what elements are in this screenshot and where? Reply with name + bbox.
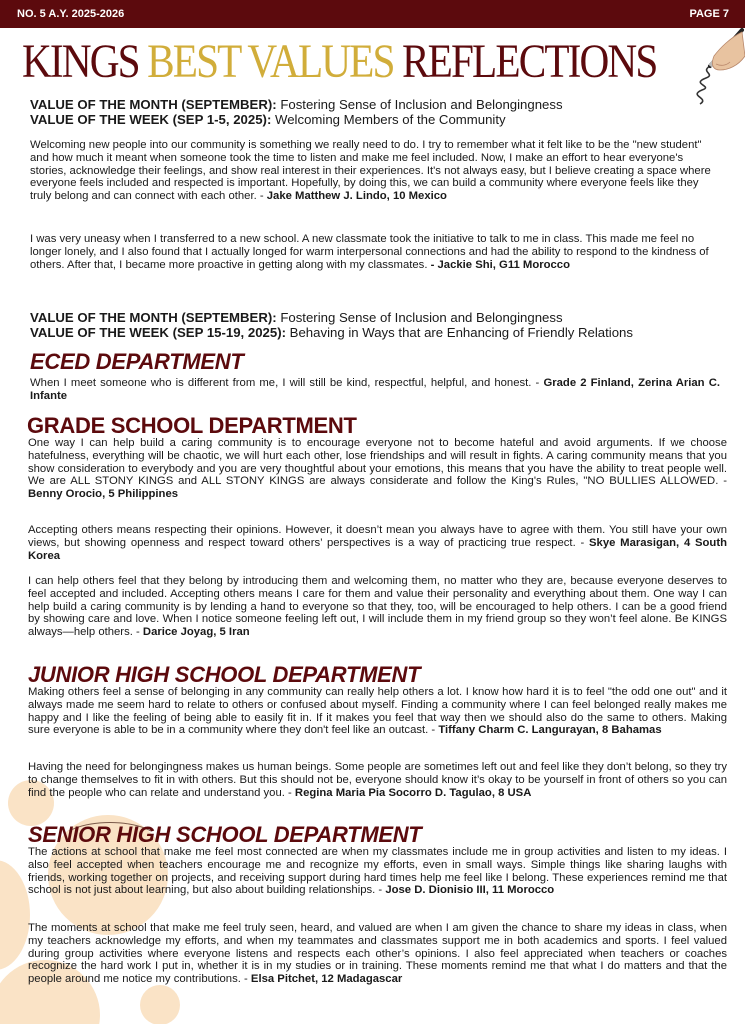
reflection-paragraph: Having the need for belongingness makes us human beings. Some people are sometimes left out and feel like they don’t belong, so they try to change themselves to fit in with others. But this should not be, everyone should know it’s okay to be yourself in front of others so you can find the people who can relate and understand you. - Regina Maria Pia Socorro D. Tagulao, 8 USA — [28, 761, 727, 799]
reflection-author: - Jackie Shi, G11 Morocco — [430, 258, 570, 271]
value-of-week: VALUE OF THE WEEK (SEP 1-5, 2025): Welcoming Members of the Community — [30, 112, 506, 127]
reflection-paragraph: The actions at school that make me feel most connected are when my classmates include me in group activities and listen to my ideas. I also feel accepted when teachers encourage me and recognize my efforts, even in small ways. Simple things like sharing laughs with friends, working together on projects, and receiving support during hard times help me feel like I belong. These experiences remind me that school is not just about learning, but also about building relationships. - Jose D. Dionisio III, 11 Morocco — [28, 846, 727, 897]
reflection-author: Elsa Pitchet, 12 Madagascar — [250, 973, 403, 986]
value-of-month: VALUE OF THE MONTH (SEPTEMBER): Fostering Sense of Inclusion and Belongingness — [30, 310, 563, 325]
reflection-author: Benny Orocio, 5 Philippines — [28, 488, 179, 501]
reflection-author: Jake Matthew J. Lindo, 10 Mexico — [266, 190, 447, 203]
reflection-author: Grade 2 Finland, Zerina Arian C. Infante — [30, 377, 720, 402]
reflection-paragraph: I can help others feel that they belong by introducing them and welcoming them, no matter who they are, because everyone deserves to feel accepted and included. Accepting others means I care for them and value their personality and everything about them. One way I can help build a caring community is by lending a hand to everyone so that they, too, will be encouraged to help others. I can be a good friend by showing care and love. When I notice someone feeling left out, I will include them in my friend group so they won’t feel alone. Be KINGS always—help others. - Darice Joyag, 5 Iran — [28, 575, 727, 639]
hand-writing-pen-icon — [680, 26, 745, 106]
department-heading-eced: ECED DEPARTMENT — [30, 349, 244, 374]
reflection-paragraph: Accepting others means respecting their opinions. However, it doesn’t mean you always have to agree with them. You still have your own views, but showing openness and respect toward others’ perspectives is a way of practicing true respect. - Skye Marasigan, 4 South Korea — [28, 524, 727, 562]
title-kings: KINGS — [22, 35, 139, 88]
reflection-paragraph: One way I can help build a caring community is to encourage everyone not to become hateful and avoid arguments. If we choose hatefulness, everything will be chaotic, we will hurt each other, lose friendships and will result in fights. A caring community means that you show consideration to everybody and you are very thoughtful about your emotions, this means that you have the ability to treat people well. We are ALL STONY KINGS and ALL STONY KINGS are always considerate and follow the King's Rules, "NO BULLIES ALLOWED. - Benny Orocio, 5 Philippines — [28, 437, 727, 501]
title-reflections: REFLECTIONS — [402, 35, 657, 88]
decorative-circle — [0, 860, 30, 970]
issue-number: NO. 5 A.Y. 2025-2026 — [17, 8, 125, 20]
reflection-author: Tiffany Charm C. Langurayan, 8 Bahamas — [438, 724, 662, 737]
values-block-week1 — [30, 97, 563, 127]
reflection-paragraph: When I meet someone who is different from me, I will still be kind, respectful, helpful, and honest. - Grade 2 Finland, Zerina Arian C. Infante — [30, 377, 720, 402]
reflection-author: Skye Marasigan, 4 South Korea — [28, 536, 727, 562]
value-of-month: VALUE OF THE MONTH (SEPTEMBER): Fostering Sense of Inclusion and Belongingness — [30, 97, 563, 112]
values-block-week2 — [30, 310, 633, 340]
reflection-author: Regina Maria Pia Socorro D. Tagulao, 8 USA — [294, 786, 532, 799]
reflection-author: Darice Joyag, 5 Iran — [142, 626, 250, 639]
reflection-author: Jose D. Dionisio III, 11 Morocco — [385, 884, 555, 897]
reflection-paragraph: I was very uneasy when I transferred to a new school. A new classmate took the initiative to talk to me in class. This made me feel no longer lonely, and I also found that I actually longed for warm interpersonal connections and had the ability to respond to the kindness of others. After that, I became more proactive in getting along with my classmates. - Jackie Shi, G11 Morocco — [30, 233, 709, 271]
reflection-paragraph: The moments at school that make me feel truly seen, heard, and valued are when I am given the chance to share my ideas in class, when my teachers acknowledge my efforts, and when my teammates and classmates support me in both academics and sports. I feel valued during group activities where everyone listens and respects each other’s opinions. I also feel appreciated when teachers or coaches recognize the hard work I put in, whether it is in my studies or in training. These moments remind me that what I do matters and that the people around me notice my contributions. - Elsa Pitchet, 12 Madagascar — [28, 922, 727, 986]
department-heading-grade-school: GRADE SCHOOL DEPARTMENT — [27, 413, 357, 438]
reflection-paragraph: Welcoming new people into our community is something we really need to do. I try to remember what it felt like to be the "new student" and how much it meant when someone took the time to listen and make me feel included. Now, I make an effort to hear everyone's stories, acknowledge their feelings, and show real interest in their experiences. It's not always easy, but I believe creating a space where everyone feels included and respected is important. Hopefully, by doing this, we can build a community where everyone feels like they truly belong and can connect with each other. - Jake Matthew J. Lindo, 10 Mexico — [30, 139, 711, 203]
issue-header-bar — [0, 0, 745, 28]
department-heading-junior-high: JUNIOR HIGH SCHOOL DEPARTMENT — [28, 662, 421, 687]
page-number: PAGE 7 — [689, 8, 729, 20]
value-of-week: VALUE OF THE WEEK (SEP 15-19, 2025): Behaving in Ways that are Enhancing of Friendly Relations — [30, 325, 633, 340]
page-title — [22, 34, 656, 90]
decorative-circle — [140, 985, 180, 1024]
reflection-paragraph: Making others feel a sense of belonging in any community can really help others a lot. I know how hard it is to feel "the odd one out" and it always made me seem hard to relate to others or confused about myself. Finding a community where I can feel belonged really makes me happy and I like the feeling of being able to easily fit in. If it makes you feel that way then we should also do the same to others. Making sure everyone is able to be in a community where they don't feel like an outcast. - Tiffany Charm C. Langurayan, 8 Bahamas — [28, 686, 727, 737]
department-heading-senior-high: SENIOR HIGH SCHOOL DEPARTMENT — [28, 822, 422, 847]
title-best-values: BEST VALUES — [147, 35, 394, 88]
